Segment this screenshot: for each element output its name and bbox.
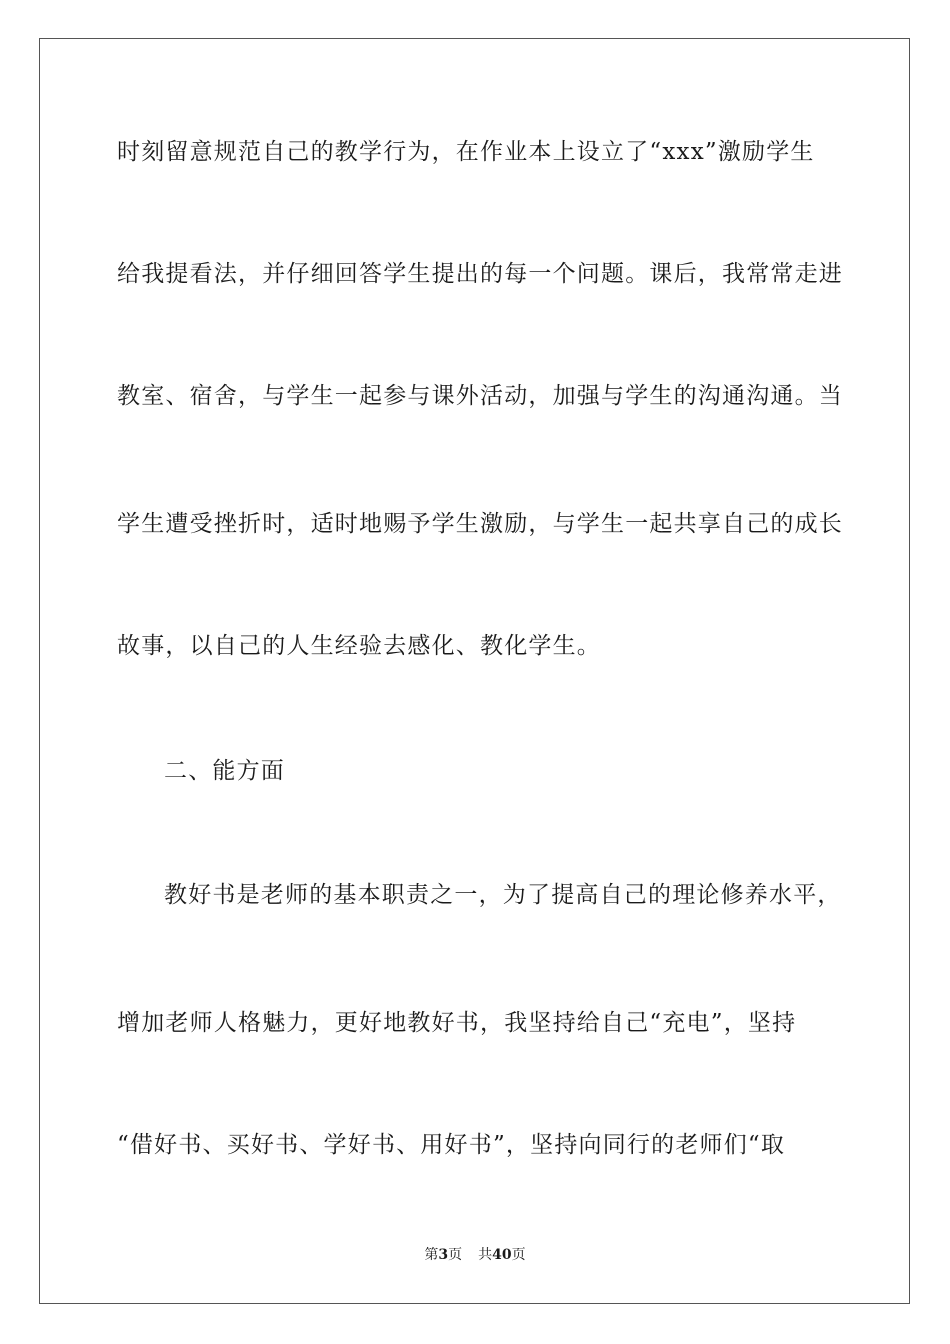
footer-page-suffix: 页 [448,1247,463,1263]
footer-total-suffix: 页 [511,1247,526,1263]
body-text-line-8: “借好书、买好书、学好书、用好书”，坚持向同行的老师们“取 [117,1132,786,1158]
body-text-line-3: 教室、宿舍，与学生一起参与课外活动，加强与学生的沟通沟通。当 [117,383,843,409]
body-text-line-7: 增加老师人格魅力，更好地教好书，我坚持给自己“充电”，坚持 [117,1010,797,1036]
page-border [39,38,910,1304]
footer-page-number: 3 [438,1247,449,1263]
footer-total-prefix: 共 [478,1247,493,1263]
body-text-line-6: 教好书是老师的基本职责之一，为了提高自己的理论修养水平， [164,882,842,908]
footer-page-prefix: 第 [424,1247,439,1263]
body-text-line-2: 给我提看法，并仔细回答学生提出的每一个问题。课后，我常常走进 [117,261,843,287]
body-text-line-1: 时刻留意规范自己的教学行为，在作业本上设立了“xxx”激励学生 [117,139,815,165]
body-text-line-4: 学生遭受挫折时，适时地赐予学生激励，与学生一起共享自己的成长 [117,511,843,537]
body-text-line-5: 故事，以自己的人生经验去感化、教化学生。 [117,633,601,659]
page-footer [0,1246,950,1264]
footer-total-pages: 40 [492,1247,512,1263]
section-heading: 二、能方面 [164,758,285,784]
